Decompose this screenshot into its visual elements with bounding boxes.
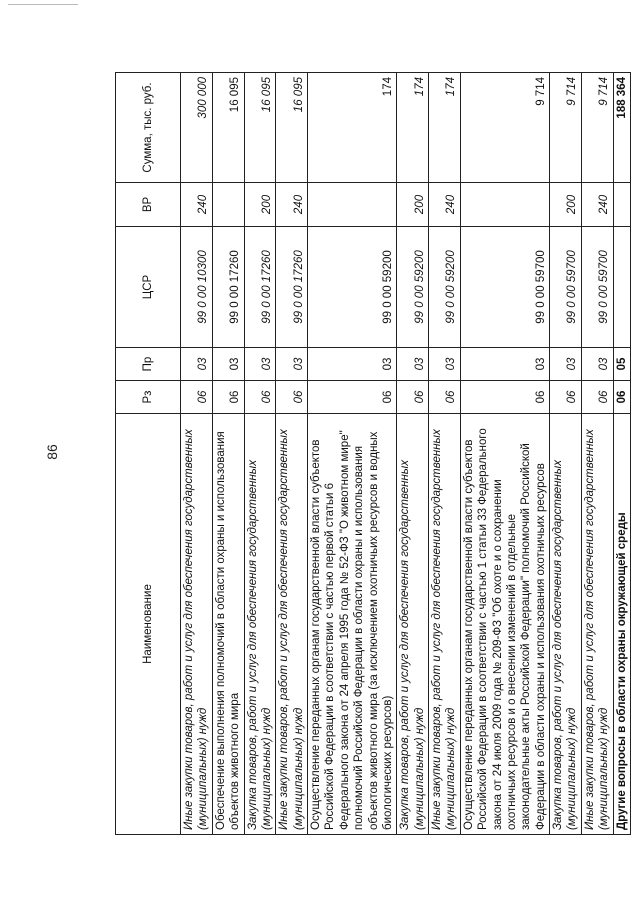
column-header-name: Наименование xyxy=(116,414,181,835)
table-row xyxy=(550,73,582,835)
page-number: 86 xyxy=(44,444,60,460)
cell-rz: 06 xyxy=(397,381,429,414)
cell-vr: 240 xyxy=(276,183,308,227)
cell-vr: 200 xyxy=(397,183,429,227)
cell-sum: 16 095 xyxy=(276,73,308,183)
cell-rz: 06 xyxy=(244,381,276,414)
table-row xyxy=(613,73,630,835)
cell-csr xyxy=(613,227,630,348)
cell-rz: 06 xyxy=(276,381,308,414)
cell-sum: 9 714 xyxy=(581,73,613,183)
table-row xyxy=(244,73,276,835)
cell-pr: 03 xyxy=(181,348,213,381)
cell-name: Иные закупки товаров, работ и услуг для обеспечения государственных (муниципальных) нужд xyxy=(429,414,461,835)
budget-table xyxy=(115,72,631,835)
cell-name: Иные закупки товаров, работ и услуг для обеспечения государственных (муниципальных) нужд xyxy=(181,414,213,835)
cell-csr: 99 0 00 59700 xyxy=(581,227,613,348)
column-header-pr: Пр xyxy=(116,348,181,381)
cell-sum: 174 xyxy=(429,73,461,183)
rotated-table-container xyxy=(115,73,628,835)
cell-vr xyxy=(308,183,397,227)
cell-sum: 16 095 xyxy=(244,73,276,183)
column-header-vr: ВР xyxy=(116,183,181,227)
cell-pr: 05 xyxy=(613,348,630,381)
column-header-rz: Рз xyxy=(116,381,181,414)
cell-sum: 9 714 xyxy=(460,73,549,183)
cell-pr: 03 xyxy=(460,348,549,381)
cell-name: Осуществление переданных органам государственной власти субъектов Российской Федерации в соответствии с частью первой статьи 6 Федерального закона от 24 апреля 1995 года № 52-ФЗ "О животном мире" полномочий Российской Федерации в области охраны и использования объектов животного мира (за исключением охотничьих ресурсов и водных биологических ресурсов) xyxy=(308,414,397,835)
cell-name: Обеспечение выполнения полномочий в области охраны и использования объектов животного мира xyxy=(212,414,244,835)
column-header-csr: ЦСР xyxy=(116,227,181,348)
cell-csr: 99 0 00 59200 xyxy=(429,227,461,348)
cell-rz: 06 xyxy=(429,381,461,414)
table-row xyxy=(308,73,397,835)
cell-name: Закупка товаров, работ и услуг для обеспечения государственных (муниципальных) нужд xyxy=(397,414,429,835)
table-row xyxy=(460,73,549,835)
cell-vr: 240 xyxy=(429,183,461,227)
cell-vr: 200 xyxy=(550,183,582,227)
table-row xyxy=(212,73,244,835)
cell-name: Закупка товаров, работ и услуг для обеспечения государственных (муниципальных) нужд xyxy=(550,414,582,835)
cell-sum: 174 xyxy=(308,73,397,183)
cell-name: Иные закупки товаров, работ и услуг для обеспечения государственных (муниципальных) нужд xyxy=(276,414,308,835)
cell-vr: 240 xyxy=(181,183,213,227)
table-row xyxy=(429,73,461,835)
cell-sum: 188 364 xyxy=(613,73,630,183)
cell-pr: 03 xyxy=(581,348,613,381)
cell-rz: 06 xyxy=(460,381,549,414)
cell-vr: 200 xyxy=(244,183,276,227)
cell-sum: 16 095 xyxy=(212,73,244,183)
cell-csr: 99 0 00 59200 xyxy=(397,227,429,348)
table-row xyxy=(397,73,429,835)
cell-csr: 99 0 00 17260 xyxy=(244,227,276,348)
cell-pr: 03 xyxy=(429,348,461,381)
cell-csr: 99 0 00 59700 xyxy=(550,227,582,348)
cell-csr: 99 0 00 59700 xyxy=(460,227,549,348)
cell-pr: 03 xyxy=(397,348,429,381)
cell-csr: 99 0 00 10300 xyxy=(181,227,213,348)
cell-csr: 99 0 00 17260 xyxy=(212,227,244,348)
cell-vr xyxy=(613,183,630,227)
cell-rz: 06 xyxy=(212,381,244,414)
cell-name: Иные закупки товаров, работ и услуг для обеспечения государственных (муниципальных) нужд xyxy=(581,414,613,835)
cell-rz: 06 xyxy=(613,381,630,414)
cell-vr xyxy=(212,183,244,227)
table-header-row xyxy=(116,73,181,835)
cell-rz: 06 xyxy=(181,381,213,414)
cell-name: Осуществление переданных органам государственной власти субъектов Российской Федерации в соответствии с частью 1 статьи 33 Федерального закона от 24 июля 2009 года № 209-ФЗ "Об охоте и о сохранении охотничьих ресурсов и о внесении изменений в отдельные законодательные акты Российской Федерации" полномочий Российской Федерации в области охраны и использования охотничьих ресурсов xyxy=(460,414,549,835)
cell-rz: 06 xyxy=(581,381,613,414)
cell-vr xyxy=(460,183,549,227)
scan-artifact-line xyxy=(8,4,78,5)
cell-sum: 174 xyxy=(397,73,429,183)
cell-pr: 03 xyxy=(212,348,244,381)
cell-csr: 99 0 00 59200 xyxy=(308,227,397,348)
cell-sum: 9 714 xyxy=(550,73,582,183)
table-row xyxy=(581,73,613,835)
column-header-sum: Сумма, тыс. руб. xyxy=(116,73,181,183)
cell-name: Закупка товаров, работ и услуг для обеспечения государственных (муниципальных) нужд xyxy=(244,414,276,835)
table-row xyxy=(181,73,213,835)
cell-pr: 03 xyxy=(276,348,308,381)
cell-vr: 240 xyxy=(581,183,613,227)
cell-name: Другие вопросы в области охраны окружающей среды xyxy=(613,414,630,835)
cell-rz: 06 xyxy=(550,381,582,414)
cell-pr: 03 xyxy=(550,348,582,381)
cell-csr: 99 0 00 17260 xyxy=(276,227,308,348)
cell-pr: 03 xyxy=(244,348,276,381)
cell-pr: 03 xyxy=(308,348,397,381)
cell-rz: 06 xyxy=(308,381,397,414)
table-body xyxy=(181,73,631,835)
table-row xyxy=(276,73,308,835)
cell-sum: 300 000 xyxy=(181,73,213,183)
